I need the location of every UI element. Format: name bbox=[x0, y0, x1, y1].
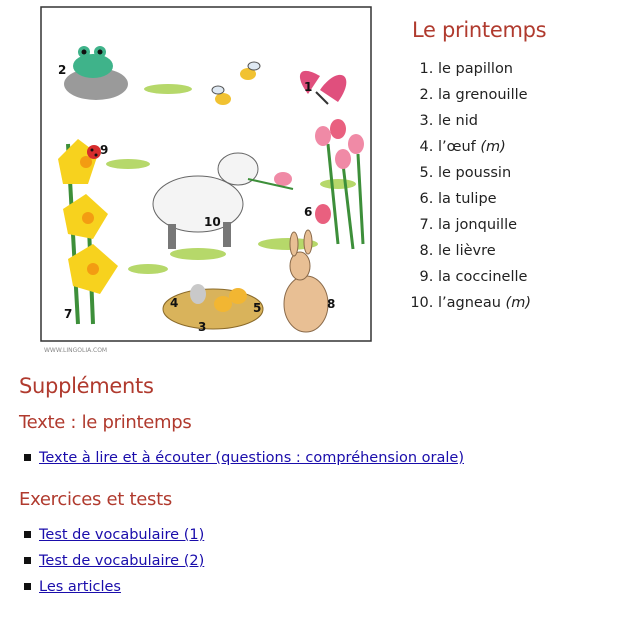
link-vocab-test-2[interactable]: Test de vocabulaire (2) bbox=[39, 553, 205, 569]
section-heading-text: Texte : le printemps bbox=[19, 412, 192, 433]
list-item bbox=[19, 445, 609, 471]
link-vocab-test-1[interactable]: Test de vocabulaire (1) bbox=[39, 527, 205, 543]
vocab-item: 1. le papillon bbox=[438, 56, 617, 82]
square-bullet-icon bbox=[24, 557, 31, 564]
list-item bbox=[19, 522, 609, 548]
vocab-item: 3. le nid bbox=[438, 108, 617, 134]
spring-illustration bbox=[38, 4, 374, 356]
vocab-item: 9. la coccinelle bbox=[438, 264, 617, 290]
vocab-item: 10. l’agneau (m) bbox=[438, 290, 617, 316]
section-heading-exercises: Exercices et tests bbox=[19, 489, 172, 510]
vocab-item: 7. la jonquille bbox=[438, 212, 617, 238]
label-3: 3 bbox=[198, 320, 207, 334]
gender-marker: (m) bbox=[480, 139, 506, 155]
exercise-links-list bbox=[19, 522, 609, 600]
label-7: 7 bbox=[64, 307, 73, 321]
vocab-item: 5. le poussin bbox=[438, 160, 617, 186]
label-1: 1 bbox=[304, 80, 313, 94]
label-10: 10 bbox=[204, 215, 221, 229]
label-9: 9 bbox=[100, 143, 109, 157]
label-6: 6 bbox=[304, 205, 313, 219]
ladybug-drawing bbox=[87, 145, 101, 159]
spring-scene-image bbox=[38, 4, 374, 356]
link-articles[interactable]: Les articles bbox=[39, 579, 121, 595]
label-8: 8 bbox=[327, 297, 336, 311]
label-2: 2 bbox=[58, 63, 67, 77]
label-4: 4 bbox=[170, 296, 179, 310]
vocabulary-panel bbox=[412, 18, 617, 316]
list-item bbox=[19, 574, 609, 600]
square-bullet-icon bbox=[24, 531, 31, 538]
label-5: 5 bbox=[253, 301, 262, 315]
link-text-listening[interactable]: Texte à lire et à écouter (questions : compréhension orale) bbox=[39, 450, 464, 466]
list-item bbox=[19, 548, 609, 574]
watermark: WWW.LINGOLIA.COM bbox=[44, 347, 108, 354]
gender-marker: (m) bbox=[505, 295, 531, 311]
square-bullet-icon bbox=[24, 583, 31, 590]
square-bullet-icon bbox=[24, 454, 31, 461]
vocab-item: 4. l’œuf (m) bbox=[438, 134, 617, 160]
text-links-list bbox=[19, 445, 609, 471]
vocab-list bbox=[412, 56, 617, 316]
vocab-title: Le printemps bbox=[412, 18, 547, 42]
vocab-item: 8. le lièvre bbox=[438, 238, 617, 264]
supplements-section bbox=[19, 374, 609, 618]
supplements-title: Suppléments bbox=[19, 374, 154, 398]
vocab-item: 2. la grenouille bbox=[438, 82, 617, 108]
vocab-item: 6. la tulipe bbox=[438, 186, 617, 212]
